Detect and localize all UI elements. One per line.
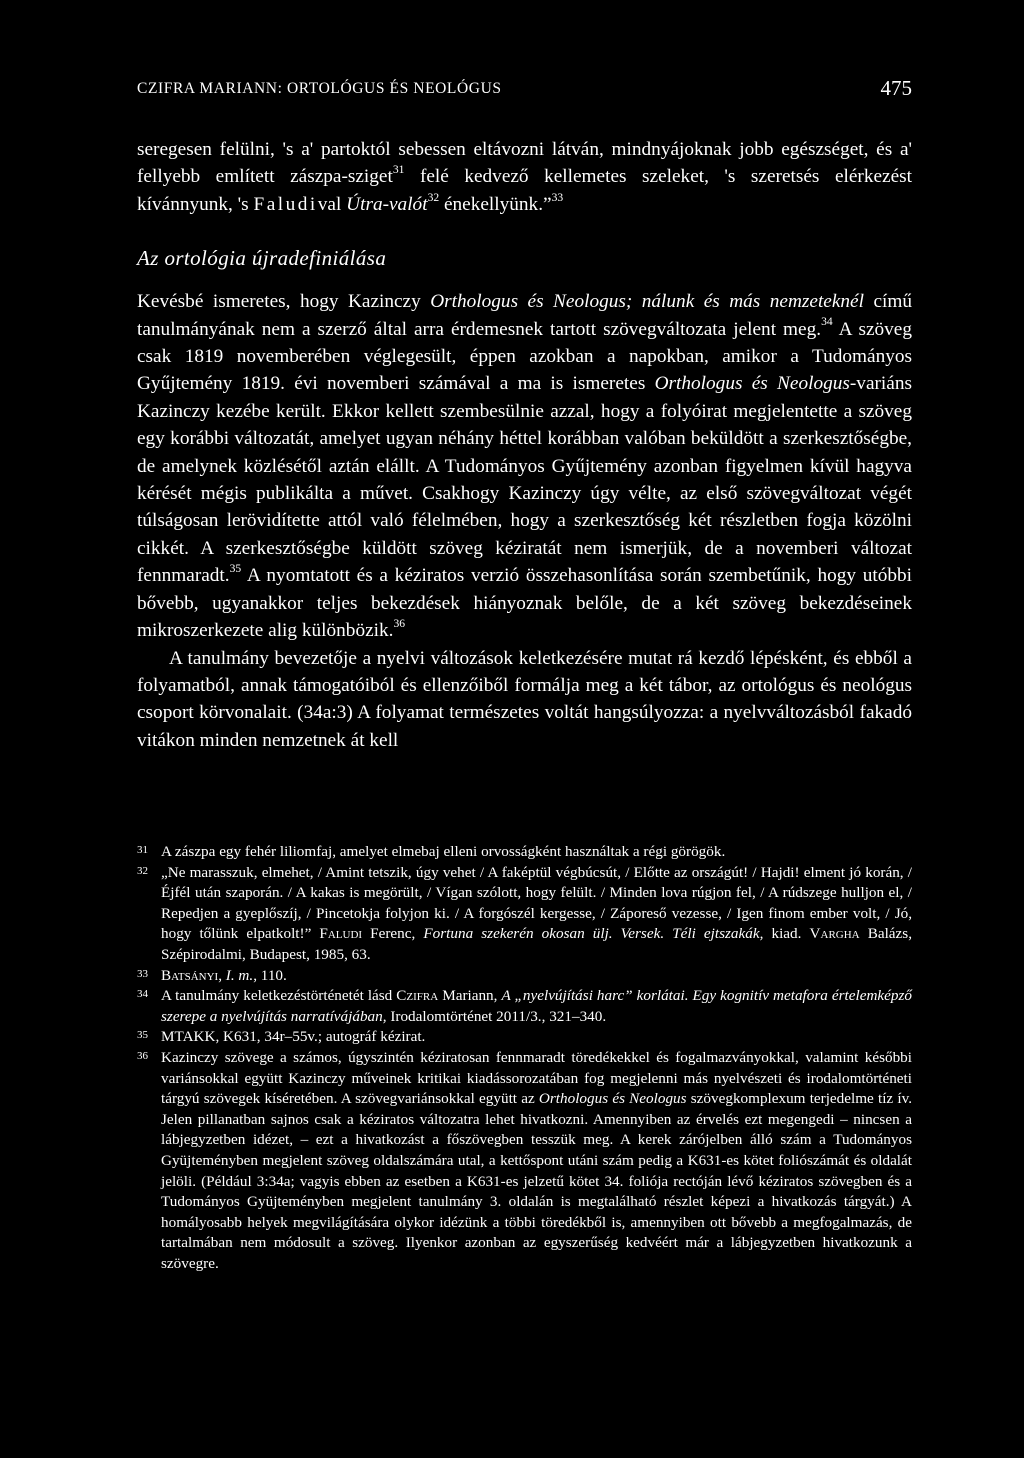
footnote-text: kiad. [763,925,810,943]
work-title: Orthologus és Neologus [538,1090,687,1108]
author-name-spaced: Faludi [253,193,318,215]
running-header [137,76,912,102]
running-head-title: ORTOLÓGUS ÉS NEOLÓGUS [282,80,502,97]
footnote-number: 31 [137,844,148,856]
footnote-number: 35 [137,1029,148,1042]
text-run: -variáns Kazinczy kezébe került. Ekkor kellett szembesülnie azzal, hogy a folyóirat megjelentette a szöveg egy korábbi változatát, amelyet ugyan néhány héttel korábban valóban beküldött a szerkesztőségbe, de amelynek közlésétől aztán elállt. A Tudományos Gyűjtemény azonban figyelmen kívül hagyva kérését mégis publikálta a művet. Csakhogy Kazinczy úgy vélte, az első szövegváltozat végét túlságosan lerövidítette attól való félelmében, hogy a szerkesztőség két részletben fogja közölni cikkét. A szerkesztőségbe küldött szöveg kéziratát nem ismerjük, de a novemberi változat fennmaradt. [137,373,912,587]
footnote-ref-36: 36 [393,616,406,630]
footnote-number: 36 [137,1049,148,1062]
citation-abbrev: I. m. [225,966,254,984]
footnote-ref-34: 34 [821,315,833,329]
work-title: Orthologus és Neologus; nálunk és más nemzeteknél [430,291,864,313]
main-text [137,136,912,754]
footnote-ref-31: 31 [392,163,405,177]
footnote-ref-32: 32 [427,190,440,204]
footnote-text: MTAKK, K631, 34r–55v.; autográf kézirat. [161,1028,426,1046]
text-run: énekellyünk.” [439,193,552,215]
footnote-ref-35: 35 [229,562,242,576]
text-run: Kevésbé ismeretes, hogy Kazinczy [137,291,431,313]
footnote-36 [137,1048,912,1275]
footnote-35 [137,1027,912,1048]
footnote-31 [137,842,912,863]
author-name-smallcaps: Faludi [319,925,363,943]
footnote-text: Balázs, Szépirodalmi, Budapest, 1985, 63. [161,925,912,963]
footnote-ref-33: 33 [551,190,564,204]
text-run: felé kedvező kellemetes szeleket, 's szeretsés elérkezést kívánnyunk, 's [137,166,913,215]
paragraph-2 [137,288,912,644]
footnote-text: , 110. [253,966,287,984]
text-run: A szöveg csak 1819 novemberében véglegesült, éppen azokban a napokban, amikor a Tudományos Gyűjtemény 1819. évi novemberi számával a ma is ismeretes [137,318,913,395]
author-name-smallcaps: Czifra [396,987,439,1005]
author-name-smallcaps: Vargha [809,925,860,943]
footnote-34 [137,986,912,1027]
footnote-text: „Ne marasszuk, elmehet, / Amint tetszik, úgy vehet / A faképtül végbúcsút, / Előtte az országút! / Hajdi! elment jó korán, / Éjfél után szaporán. / A kakas is megörült, / Vígan szólott, hogy felült. / Minden lova rúgjon fel, / A rúdszege hulljon el, / Repedjen a gyeplőszíj, / Pincetokja folyjon ki. / A forgószél kergesse, / Záporeső vezesse, / Igen finom ember volt, / Jó, hogy tőlünk elpatkolt!” [161,863,912,943]
footnote-text: A zászpa egy fehér liliomfaj, amelyet elmebaj elleni orvosságként használtak a régi görögök. [161,843,726,860]
work-title: Orthologus és Neologus [654,373,850,395]
work-title: Útra-valót [346,193,428,215]
footnote-text: Irodalomtörténet 2011/3., 321–340. [386,1007,607,1025]
text-run: seregesen felülni, 's a' partoktól sebessen eltávozni látván, mindnyájoknak jobb egészséget, és a' fellyebb említett zászpa-sziget [137,139,912,188]
footnote-text: szövegkomplexum terjedelme tíz ív. Jelen pillanatban sajnos csak a kéziratos változatra lehet hivatkozni. Amennyiben az érvelés ezt megengedi – nincsen a lábjegyzetben idézet, – ezt a hivatkozást a főszövegben tesszük meg. A kerek zárójelben álló szám a Tudományos Gyüjteményben megjelent szöveg oldalszámára utal, a kettőspont utáni szám pedig a K631-es kötet foliószámát és oldalát jelöli. (Például 3:34a; vagyis ebben az esetben a K631-es jelzetű kötet 34. foliója rectóján lévő kéziratos szövegben és a Tudományos Gyüjteményben megjelent tanulmány 3. oldalán is megtalálható részlet képezi a hivatkozás tárgyát.) A homályosabb helyek megvilágítására olykor idézünk a többi töredékből is, amennyiben ott bővebb a megfogalmazás, de tartalmában nem módosult a szöveg. Ilyenkor azonban az egyszerűség kedvéért már a lábjegyzetben hivatkozunk a szövegre. [161,1090,912,1272]
page-number: 475 [880,76,912,100]
footnote-text: A tanulmány keletkezéstörténetét lásd [161,987,397,1005]
running-head [137,80,502,98]
footnote-text: Kazinczy szövege a számos, úgyszintén kéziratosan fennmaradt töredékekkel és fogalmazványokkal, valamint későbbi variánsokkal együtt Kazinczy műveinek kritikai kiadássorozatában fog megjelenni más nyelvészeti és irodalomtörténeti tárgyú szövegek kíséretében. A szövegvariánsokkal együtt az [161,1048,912,1108]
footnote-text: Mariann, [438,987,502,1005]
footnote-number: 34 [137,988,148,1001]
work-title: Fortuna szekerén okosan ülj. Versek. Téli ejtszakák, [423,925,764,943]
footnote-text: , [218,966,226,984]
paragraph-3: A tanulmány bevezetője a nyelvi változások keletkezésére mutat rá kezdő lépésként, és ebből a folyamatból, annak támogatóiból és ellenzőiből formálja meg a két tábor, az ortológus és neológus csoport körvonalait. (34a:3) A folyamat természetes voltát hangsúlyozza: a nyelvváltozásból fakadó vitákon minden nemzetnek át kell [137,647,912,751]
footnote-number: 32 [137,864,148,877]
footnote-33 [137,966,912,987]
footnote-32 [137,863,912,966]
section-heading: Az ortológia újradefiniálása [137,246,387,271]
text-run: val [317,193,347,215]
footnote-text: Ferenc, [362,925,424,943]
text-run: A nyomtatott és a kéziratos verzió összehasonlítása során szembetűnik, hogy utóbbi bővebb, ugyanakkor teljes bekezdések hiányoznak belőle, de a két szöveg bekezdéseinek mikroszerkezete alig különbözik. [137,565,912,642]
text-run: című tanulmányának nem a szerző által arra érdemesnek tartott szövegváltozata jelent meg. [137,291,912,340]
footnotes [137,842,912,1274]
running-head-author: CZIFRA MARIANN: [137,80,283,97]
work-title: A „nyelvújítási harc” korlátai. Egy kognitív metafora értelemképző szerepe a nyelvújítás narratívájában, [161,987,912,1025]
paragraph-1 [137,136,912,218]
footnote-number: 33 [137,967,148,980]
author-name-smallcaps: Batsányi [161,966,219,984]
